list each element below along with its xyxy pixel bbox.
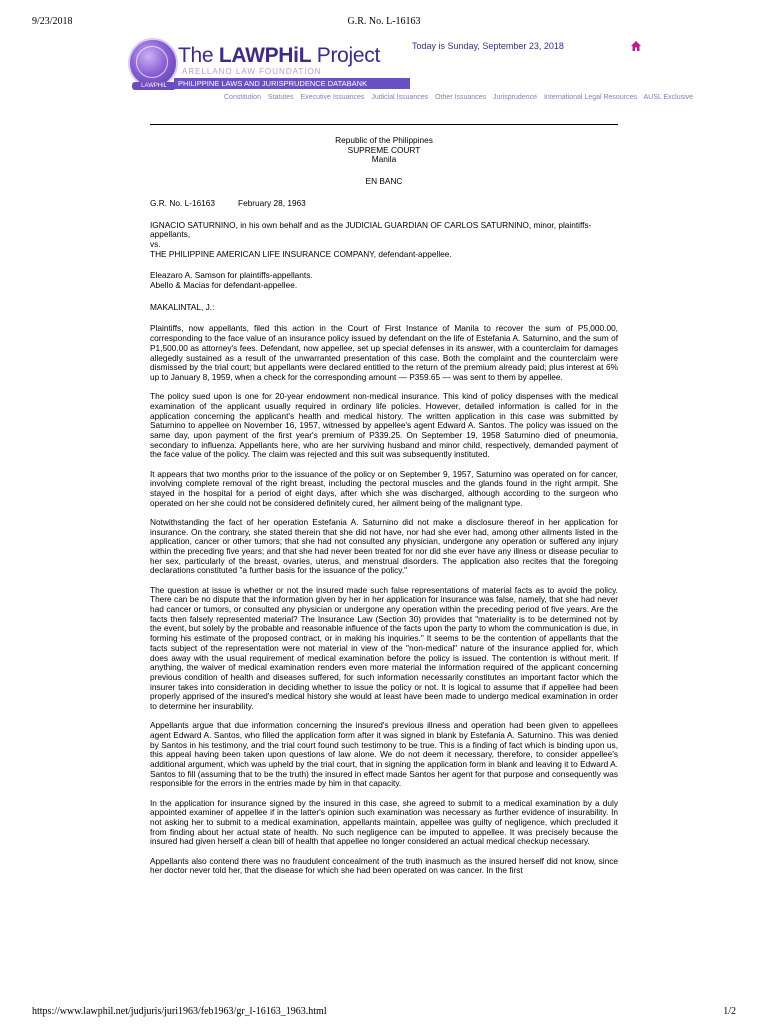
appellants: IGNACIO SATURNINO, in his own behalf and as the JUDICIAL GUARDIAN OF CARLOS SATURNINO, minor, plaintiffs-appellants,: [150, 219, 592, 240]
paragraph: Appellants also contend there was no fraudulent concealment of the truth inasmuch as the insured herself did not know, since her doctor never told her, that the disease for which she had been operated on was cancer. In the first: [150, 855, 618, 876]
page-url[interactable]: https://www.lawphil.net/judjuris/juri1963/feb1963/gr_l-16163_1963.html: [32, 1006, 327, 1017]
court-heading: Republic of the Philippines SUPREME COURT Manila: [335, 135, 433, 165]
page-number: 1/2: [723, 1006, 736, 1017]
nav-international-legal-resources[interactable]: International Legal Resources: [543, 94, 637, 101]
decision-document: [150, 136, 618, 886]
print-header: [32, 16, 736, 30]
header-divider: [150, 124, 618, 125]
paragraph: Notwithstanding the fact of her operation Estefania A. Saturnino did not make a disclosure thereof in her application for insurance. On the contrary, she stated therein that she did not have, nor had she ever had, among other ailments listed in the application, cancer or other tumors; that she had not consulted any physician, undergone any operation or suffered any injury within the preceding five years; and that she had never been treated for nor did she ever have any illness or disease peculiar to her sex, particularly of the breast, ovaries, uterus, and menstrual disorders. The application also recites that the foregoing declarations constituted "a further basis for the issuance of the policy.": [150, 516, 618, 576]
paragraph: Appellants argue that due information concerning the insured's previous illness and operation had been given to appellees agent Edward A. Santos, who filled the application form after it was signed in blank by Estefania A. Saturnino. This was denied by Santos in his testimony, and the trial court found such testimony to be true. This is a finding of fact which is binding upon us, this appeal having been taken upon questions of law alone. We do not deem it necessary, therefore, to consider appellee's additional argument, which was upheld by the trial court, that in signing the application form in blank and leaving it to Edward A. Santos to fill (assuming that to be the truth) the insured in effect made Santos her agent for that purpose and consequently was responsible for the errors in the entries made by him in that capacity.: [150, 720, 618, 789]
nav-constitution[interactable]: Constitution: [224, 94, 261, 101]
nav-statutes[interactable]: Statutes: [267, 94, 294, 101]
paragraph: In the application for insurance signed by the insured in this case, she agreed to submit to a medical examination by a duly appointed examiner of appellee if in the latter's opinion such examination was necessary as further evidence of insurability. In not asking her to submit to a medical examination, appellants maintain, appellee was guilty of negligence, which precluded it from finding about her actual state of health. No such negligence can be imputed to appellee. It was precisely because the insured had given herself a clean bill of health that appellee no longer considered an actual medical checkup necessary.: [150, 797, 618, 847]
seal-label: LAWPHiL: [132, 82, 176, 90]
nav-executive-issuances[interactable]: Executive Issuances: [300, 94, 365, 101]
nav-ausl-exclusive[interactable]: AUSL Exclusive: [643, 94, 694, 101]
home-icon[interactable]: [630, 40, 642, 52]
counsel-appellants: Eleazaro A. Samson for plaintiffs-appellants.: [150, 270, 313, 281]
ponente: MAKALINTAL, J.:: [150, 301, 215, 312]
print-title: G.R. No. L-16163: [347, 16, 421, 27]
paragraph: It appears that two months prior to the issuance of the policy or on September 9, 1957, Saturnino was operated on for cancer, involving complete removal of the right breast, including the pectoral muscles and the glands found in the right armpit. She stayed in the hospital for a period of eight days, after which she was discharged, although according to the surgeon who operated on her she could not be considered definitely cured, her ailment being of the malignant type.: [150, 468, 618, 508]
site-title: The LAWPHiL Project: [178, 44, 381, 67]
parties: [150, 221, 618, 260]
gr-number: G.R. No. L-16163: [150, 197, 216, 208]
site-logo[interactable]: [128, 38, 408, 92]
decision-date: February 28, 1963: [238, 197, 306, 208]
lawphil-seal-icon: [128, 38, 178, 88]
nav-judicial-issuances[interactable]: Judicial Issuances: [371, 94, 429, 101]
counsel-appellee: Abello & Macias for defendant-appellee.: [150, 280, 298, 291]
print-footer: [32, 1006, 736, 1020]
counsel: [150, 271, 618, 290]
versus: vs.: [150, 238, 161, 249]
today-date: Today is Sunday, September 23, 2018: [412, 41, 564, 51]
paragraph: The policy sued upon is one for 20-year endowment non-medical insurance. This kind of policy dispenses with the medical examination of the applicant usually required in ordinary life policies. However, detailed information is called for in the application concerning the applicant's health and medical history. The written application in this case was submitted by Saturnino to appellee on November 16, 1957, witnessed by appellee's agent Edward A. Santos. The policy was issued on the same day, upon payment of the first year's premium of P339.25. On September 19, 1958 Saturnino died of pneumonia, secondary to influenza. Appellants here, who are her surviving husband and minor child, respectively, demanded payment of the face value of the policy. The claim was rejected and this suit was subsequently instituted.: [150, 391, 618, 460]
print-date: 9/23/2018: [32, 16, 73, 27]
main-nav: [224, 94, 698, 101]
appellee: THE PHILIPPINE AMERICAN LIFE INSURANCE COMPANY, defendant-appellee.: [150, 248, 452, 259]
nav-other-issuances[interactable]: Other Issuances: [435, 94, 487, 101]
case-caption: [150, 199, 618, 209]
paragraph: The question at issue is whether or not the insured made such false representations of material facts as to avoid the policy. There can be no dispute that the information given by her in her application for insurance was false, namely, that she had never had cancer or tumors, or consulted any physician or undergone any operation within the preceding period of five years. Are the facts then falsely represented material? The Insurance Law (Section 30) provides that "materiality is to be determined not by the event, but solely by the probable and reasonable influence of the facts upon the party to whom the communication is due, in forming his estimate of the proposed contract, or in making his inquiries." It seems to be the contention of appellants that the facts subject of the representation were not material in view of the "non-medical" nature of the insurance applied for, which does away with the usual requirement of medical examination before the policy is issued. The contention is without merit. If anything, the waiver of medical examination renders even more material the information required of the applicant concerning previous condition of health and diseases suffered, for such information necessarily constitutes an important factor which the insurer takes into consideration in deciding whether to issue the policy or not. It is logical to assume that if appellee had been properly apprised of the insured's medical history she would at least have been made to undergo medical examination in order to determine her insurability.: [150, 584, 618, 712]
databank-banner: PHILIPPINE LAWS AND JURISPRUDENCE DATABANK: [174, 78, 410, 89]
foundation-name: ARELLANO LAW FOUNDATION: [182, 67, 322, 76]
division: EN BANC: [365, 176, 403, 187]
paragraph: Plaintiffs, now appellants, filed this action in the Court of First Instance of Manila to recover the sum of P5,000.00, corresponding to the face value of an insurance policy issued by defendant on the life of Estefania A. Saturnino, and the sum of P1,500.00 as attorney's fees. Defendant, now appellee, set up special defenses in its answer, with a counterclaim for damages allegedly sustained as a result of the unwarranted presentation of this case. Both the complaint and the counterclaim were dismissed by the trial court; but appellants were declared entitled to the return of the premium already paid; plus interest at 6% up to January 8, 1959, when a check for the corresponding amount — P359.65 — was sent to them by appellee.: [150, 323, 618, 382]
nav-jurisprudence[interactable]: Jurisprudence: [493, 94, 537, 101]
